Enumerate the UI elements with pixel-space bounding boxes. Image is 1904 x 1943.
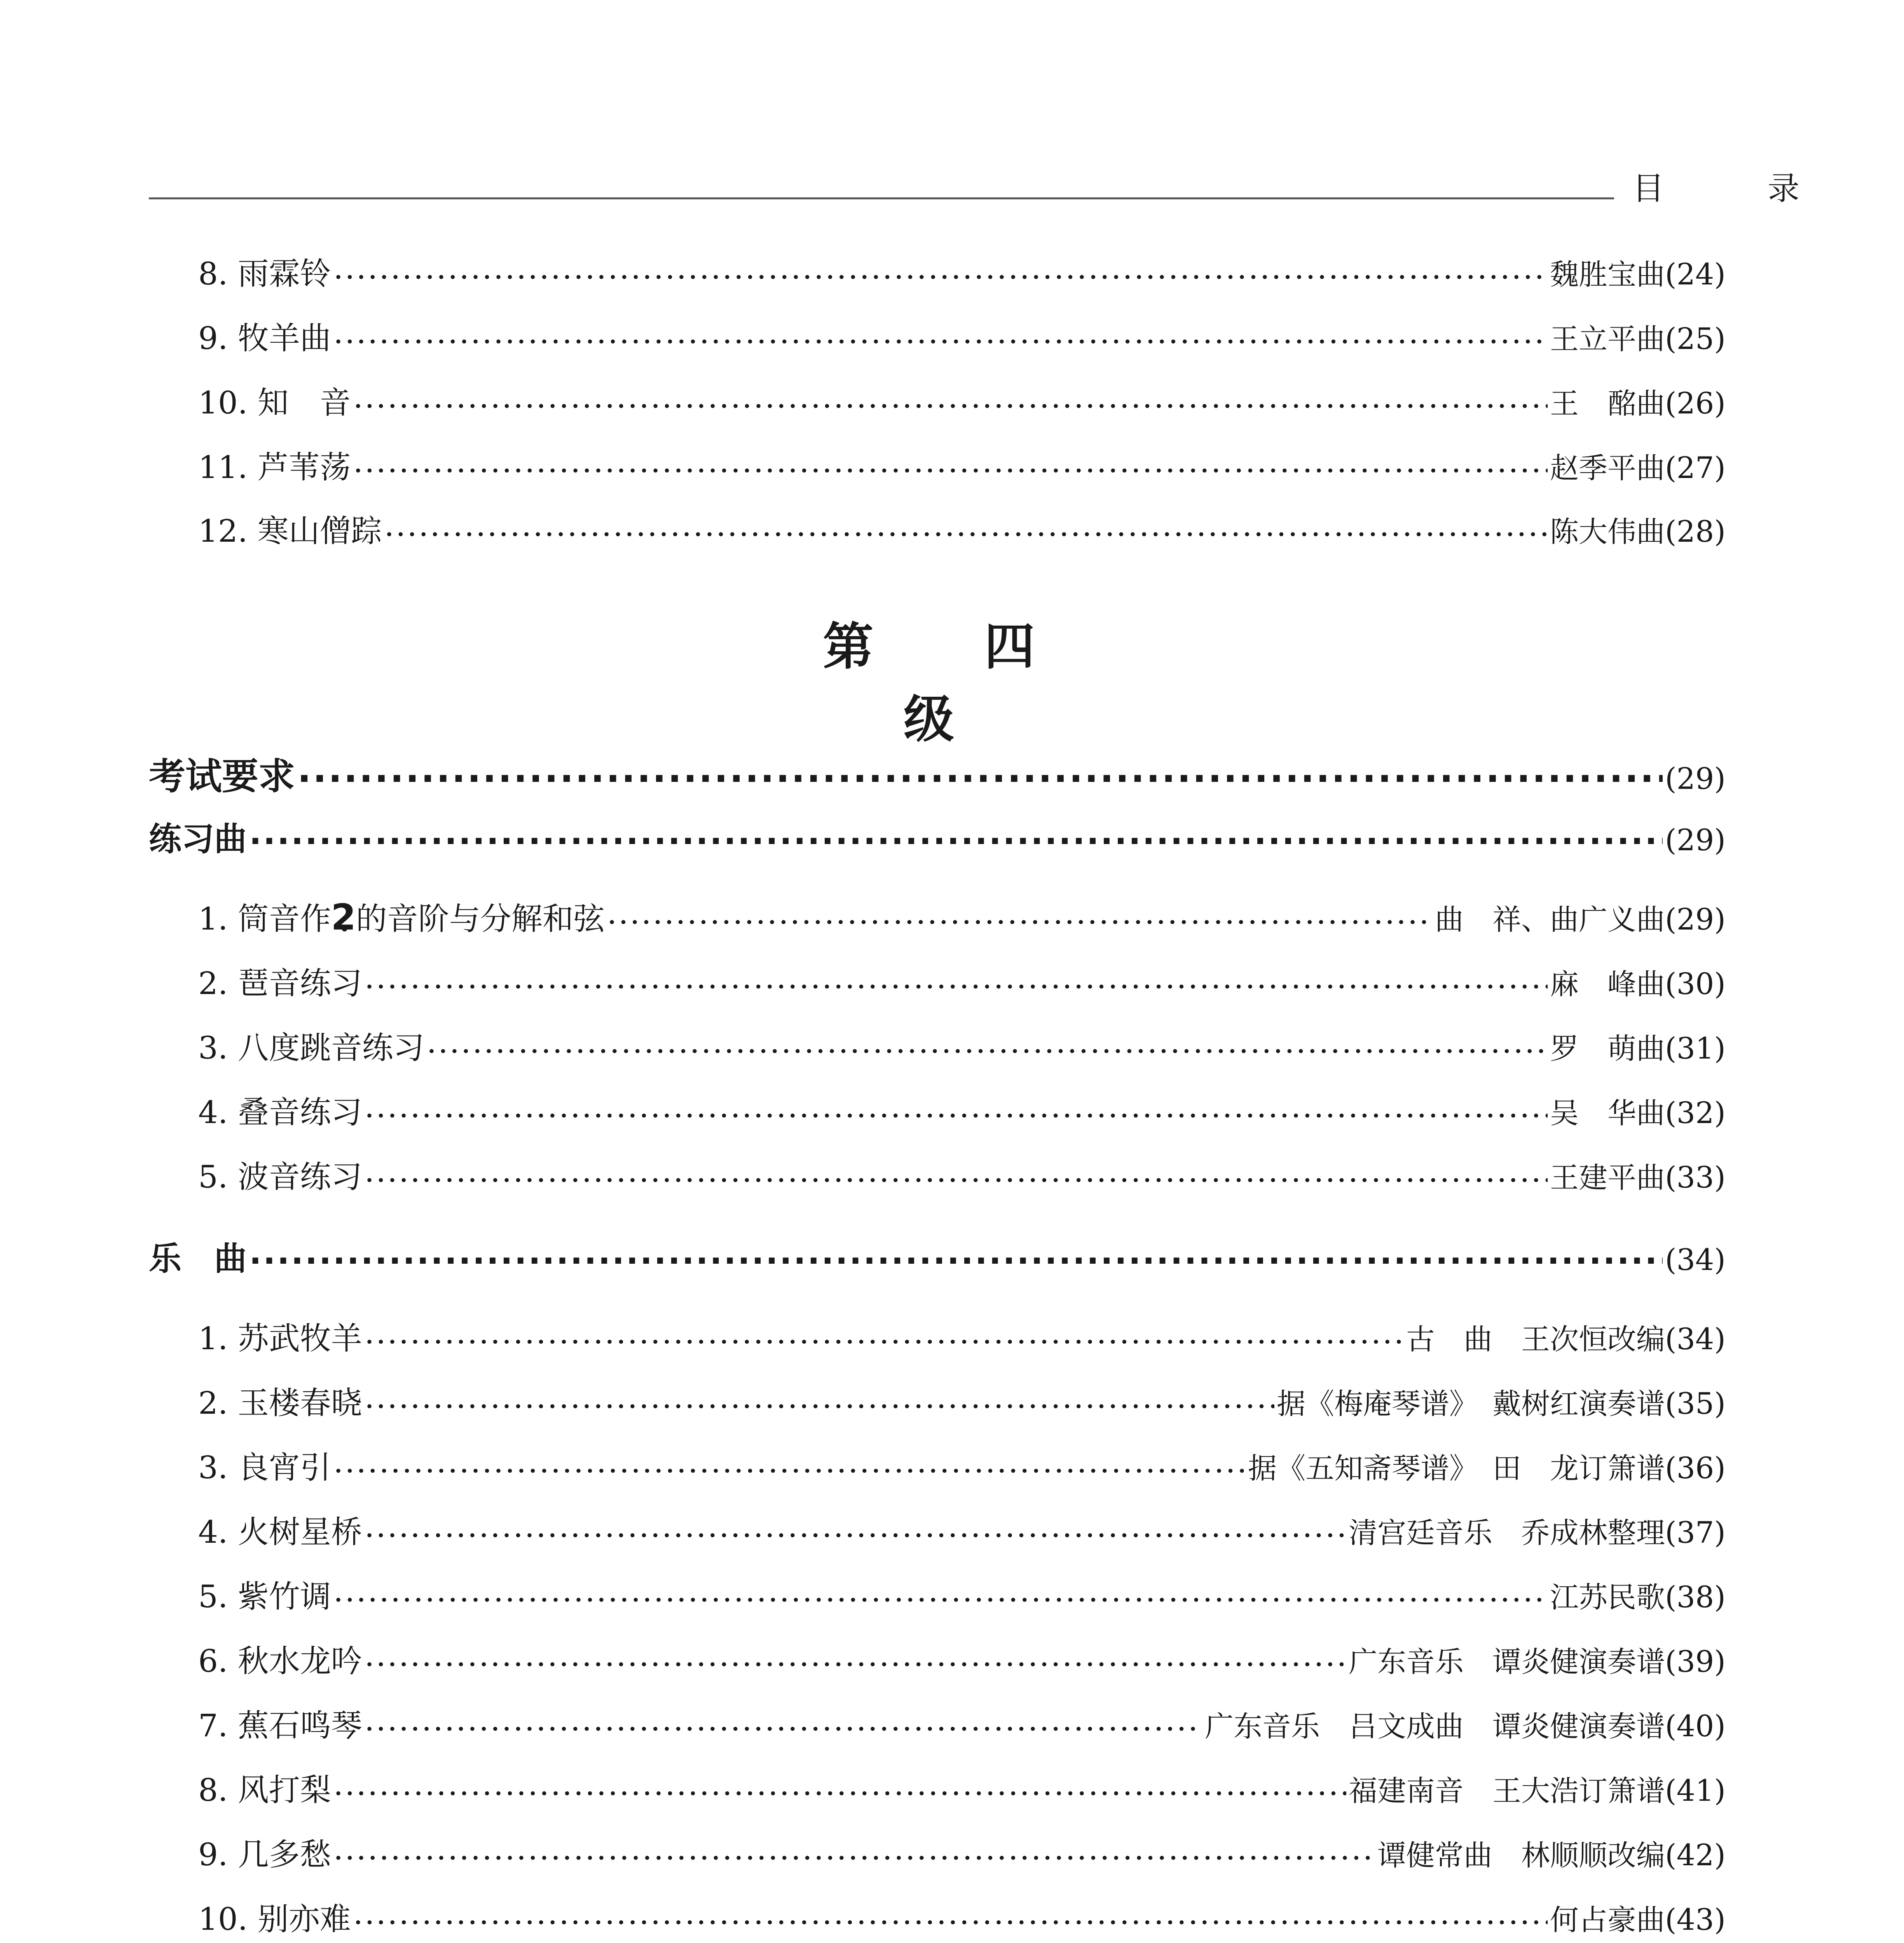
entry-title	[198, 894, 605, 938]
toc-entry[interactable]	[198, 1507, 1726, 1550]
entry-composer: 江苏民歌	[1550, 1581, 1665, 1614]
entry-page: (31)	[1665, 1031, 1726, 1066]
entry-composer: 王建平曲	[1550, 1161, 1665, 1195]
toc-entry[interactable]	[198, 1701, 1726, 1743]
entry-title: 12. 寒山僧踪	[198, 513, 382, 549]
level-heading: 第 四 级	[823, 617, 1082, 749]
dot-leader	[353, 1899, 1548, 1930]
toc-entry[interactable]	[198, 1313, 1726, 1356]
entry-composer: 据《梅庵琴谱》 戴树红演奏谱	[1276, 1387, 1665, 1421]
dot-leader	[427, 1027, 1548, 1059]
entry-title: 4. 火树星桥	[198, 1514, 362, 1550]
entry-title: 2. 玉楼春晓	[198, 1385, 362, 1421]
dot-leader	[353, 447, 1548, 478]
entry-composer: 陈大伟曲	[1550, 515, 1665, 549]
entry-page: (37)	[1665, 1515, 1726, 1550]
toc-entry[interactable]	[198, 442, 1726, 485]
section-title: 练习曲	[149, 820, 247, 858]
dot-leader	[249, 1237, 1663, 1270]
entry-composer: 古 曲 王次恒改编	[1406, 1323, 1665, 1356]
entry-title: 3. 八度跳音练习	[198, 1030, 424, 1066]
toc-section-pieces[interactable]	[149, 1233, 1726, 1278]
entry-page: (42)	[1665, 1838, 1726, 1872]
entry-title: 5. 波音练习	[198, 1159, 362, 1195]
dot-leader	[365, 1318, 1404, 1349]
dot-leader	[297, 752, 1663, 789]
entry-page: (24)	[1665, 257, 1726, 291]
entry-composer: 据《五知斋琴谱》 田 龙订箫谱	[1248, 1452, 1665, 1485]
section-title: 乐 曲	[149, 1240, 247, 1278]
section-page: (29)	[1665, 761, 1726, 796]
entry-page: (34)	[1665, 1322, 1726, 1356]
toc-entry[interactable]	[198, 1087, 1726, 1130]
dot-leader	[365, 1383, 1274, 1414]
entry-title: 8. 风打梨	[198, 1772, 331, 1808]
toc-entry[interactable]	[198, 1894, 1726, 1937]
toc-entry[interactable]	[198, 894, 1726, 937]
entry-title: 9. 几多愁	[198, 1837, 331, 1873]
toc-entry[interactable]	[198, 1571, 1726, 1614]
entry-title: 4. 叠音练习	[198, 1094, 362, 1130]
dot-leader	[333, 1770, 1346, 1801]
dot-leader	[365, 963, 1548, 994]
entry-page: (27)	[1665, 450, 1726, 485]
dot-leader	[365, 1156, 1548, 1188]
toc-section-exam[interactable]	[149, 747, 1726, 798]
entry-composer: 福建南音 王大浩订箫谱	[1348, 1774, 1665, 1808]
dot-leader	[607, 898, 1433, 930]
entry-title: 10. 知 音	[198, 385, 351, 421]
entry-page: (40)	[1665, 1709, 1726, 1743]
entry-composer: 赵季平曲	[1550, 452, 1665, 485]
dot-leader	[333, 1447, 1246, 1478]
toc-entry[interactable]	[198, 1765, 1726, 1808]
entry-composer: 广东音乐 谭炎健演奏谱	[1348, 1645, 1665, 1679]
toc-entry[interactable]	[198, 1636, 1726, 1679]
dot-leader	[333, 1834, 1375, 1865]
entry-page: (26)	[1665, 386, 1726, 420]
toc-entry[interactable]	[198, 249, 1726, 291]
entry-composer: 清宫廷音乐 乔成林整理	[1348, 1516, 1665, 1550]
entry-composer: 曲 祥、曲广义曲	[1435, 903, 1665, 937]
section-page: (34)	[1665, 1242, 1726, 1277]
toc-entry[interactable]	[198, 1152, 1726, 1195]
entry-title: 6. 秋水龙吟	[198, 1643, 362, 1679]
running-header-title: 目 录	[1632, 170, 1846, 207]
dot-leader	[249, 818, 1663, 850]
dot-leader	[384, 511, 1548, 542]
entry-page: (25)	[1665, 321, 1726, 356]
entry-page: (39)	[1665, 1644, 1726, 1679]
entry-composer: 王立平曲	[1550, 323, 1665, 356]
toc-entry[interactable]	[198, 1830, 1726, 1872]
entry-page: (28)	[1665, 514, 1726, 549]
entry-composer: 吴 华曲	[1550, 1097, 1665, 1130]
entry-composer: 罗 萌曲	[1550, 1032, 1665, 1066]
dot-leader	[365, 1641, 1346, 1672]
section-page: (29)	[1665, 823, 1726, 857]
toc-section-etudes[interactable]	[149, 813, 1726, 856]
toc-entry[interactable]	[198, 378, 1726, 420]
entry-title: 2. 琶音练习	[198, 965, 362, 1001]
entry-title-suffix: 的音阶与分解和弦	[356, 901, 605, 937]
entry-title: 7. 蕉石鸣琴	[198, 1708, 362, 1744]
entry-composer: 谭健常曲 林顺顺改编	[1377, 1839, 1665, 1872]
entry-composer: 何占豪曲	[1550, 1903, 1665, 1937]
entry-page: (38)	[1665, 1580, 1726, 1614]
entry-composer: 王 酩曲	[1550, 387, 1665, 420]
entry-page: (30)	[1665, 966, 1726, 1001]
entry-composer: 广东音乐 吕文成曲 谭炎健演奏谱	[1204, 1710, 1665, 1743]
entry-page: (43)	[1665, 1902, 1726, 1937]
entry-title: 8. 雨霖铃	[198, 256, 331, 292]
toc-entry[interactable]	[198, 958, 1726, 1001]
entry-page: (41)	[1665, 1773, 1726, 1808]
toc-entry[interactable]	[198, 313, 1726, 356]
toc-entry[interactable]	[198, 1023, 1726, 1066]
toc-entry[interactable]	[198, 506, 1726, 549]
dot-leader	[333, 253, 1548, 284]
dot-leader	[365, 1092, 1548, 1123]
entry-title: 5. 紫竹调	[198, 1578, 331, 1615]
entry-title: 10. 别亦难	[198, 1901, 351, 1937]
section-title: 考试要求	[149, 755, 295, 798]
entry-title: 11. 芦苇荡	[198, 449, 351, 485]
entry-title-prefix: 1. 筒音作	[198, 901, 331, 937]
entry-page: (33)	[1665, 1160, 1726, 1195]
entry-page: (32)	[1665, 1095, 1726, 1130]
entry-title: 9. 牧羊曲	[198, 320, 331, 356]
dot-leader	[333, 1576, 1548, 1607]
dot-leader	[365, 1705, 1202, 1736]
header-rule	[149, 197, 1614, 199]
dot-leader	[333, 318, 1548, 349]
entry-page: (36)	[1665, 1451, 1726, 1485]
dot-leader	[353, 382, 1548, 413]
entry-composer: 麻 峰曲	[1550, 968, 1665, 1001]
jianpu-note: 2 •	[331, 897, 356, 938]
entry-title: 3. 良宵引	[198, 1449, 331, 1486]
entry-composer: 魏胜宝曲	[1550, 258, 1665, 291]
entry-page: (35)	[1665, 1386, 1726, 1421]
entry-page: (29)	[1665, 902, 1726, 937]
dot-leader	[365, 1512, 1346, 1543]
toc-entry[interactable]	[198, 1442, 1726, 1485]
entry-title: 1. 苏武牧羊	[198, 1320, 362, 1357]
toc-entry[interactable]	[198, 1378, 1726, 1421]
